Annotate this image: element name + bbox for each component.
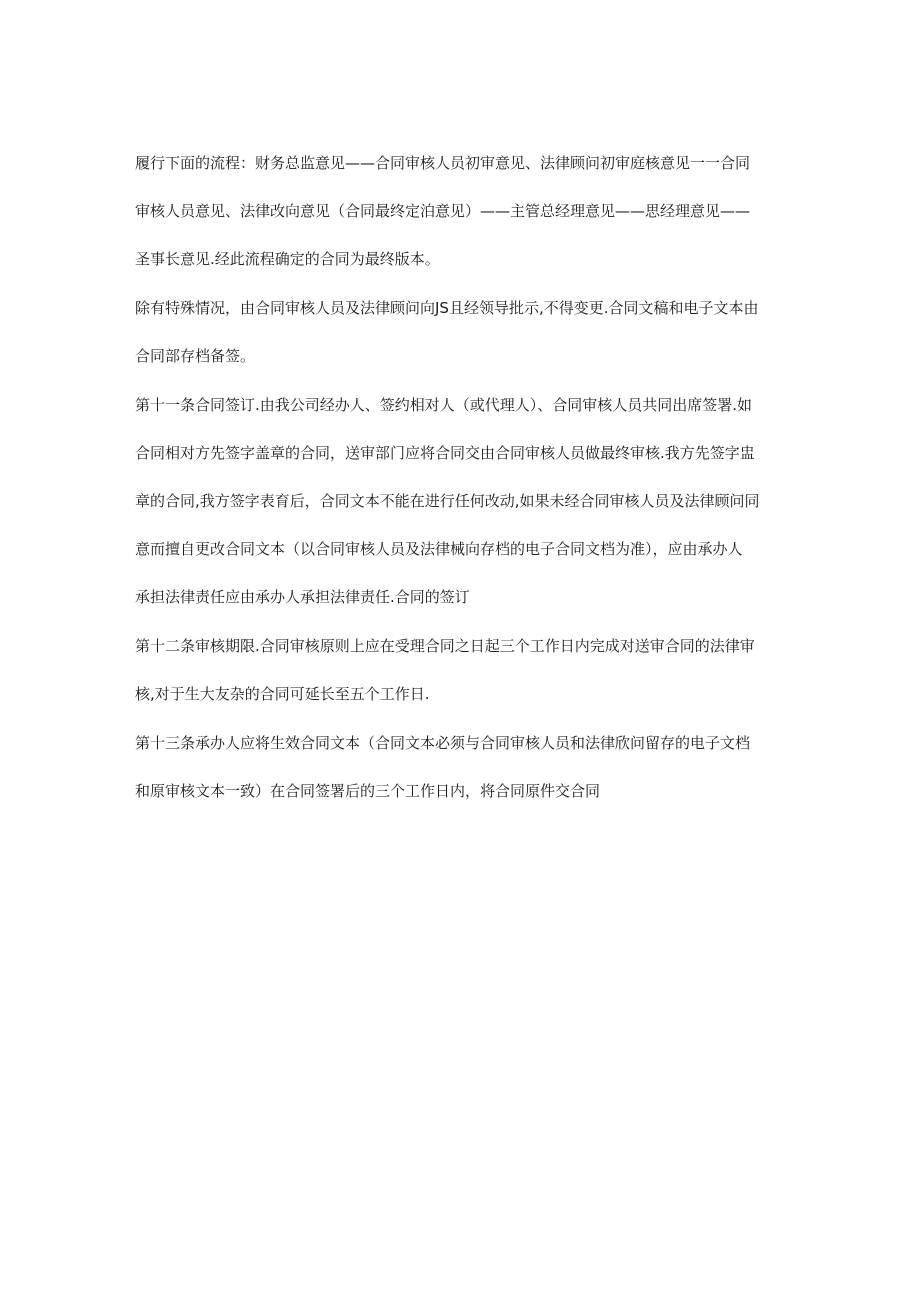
text-line: 核,对于生大友杂的合同可延长至五个工作日. xyxy=(135,685,430,703)
text-line: 章的合同,我方签字表育后，合同文本不能在进行任何改动,如果未经合同审核人员及法律顾问同 xyxy=(135,492,760,510)
paragraph-article-13 xyxy=(135,727,785,807)
paragraph-approval-process xyxy=(135,147,785,275)
document-body xyxy=(135,147,785,824)
text-line: 审核人员意见、法律改向意见（合同最终定泊意见）——主管总经理意见——思经理意见—— xyxy=(135,202,751,220)
text-line: 圣事长意见.经此流程确定的合同为最终版本。 xyxy=(135,250,440,268)
text-line: 合同相对方先签字盖章的合同，送审部门应将合同交由合同审核人员做最终审核.我方先签字盅 xyxy=(135,444,755,462)
text-line: 承担法律责任应由承办人承担法律责任.合同的签订 xyxy=(135,588,470,606)
paragraph-article-12 xyxy=(135,630,785,710)
text-line: 合同部存档备签。 xyxy=(135,347,256,365)
text-line: 意而擅自更改合同文本（以合同审核人员及法律械向存档的电子合同文档为准），应由承办人 xyxy=(135,540,743,558)
text-line: 除有特殊情况，由合同审核人员及法律顾问向JS且经领导批示,不得变更.合同文稿和电子文本由 xyxy=(135,299,759,317)
text-line: 履行下面的流程：财务总监意见——合同审核人员初审意见、法律顾问初审庭核意见一一合同 xyxy=(135,154,751,172)
text-line: 和原审核文本一致）在合同签署后的三个工作日内，将合同原件交合同 xyxy=(135,782,601,800)
paragraph-no-changes xyxy=(135,292,785,372)
text-line: 第十三条承办人应将生效合同文本（合同文本必须与合同审核人员和法律欣问留存的电子文档 xyxy=(135,734,751,752)
text-line: 第十二条审核期限.合同审核原则上应在受理合同之日起三个工作日内完成对送审合同的法律审 xyxy=(135,637,755,655)
paragraph-article-11 xyxy=(135,389,785,613)
text-line: 第十一条合同签订.由我公司经办人、签约相对人（或代理人）、合同审核人员共同出席签署.如 xyxy=(135,396,753,414)
